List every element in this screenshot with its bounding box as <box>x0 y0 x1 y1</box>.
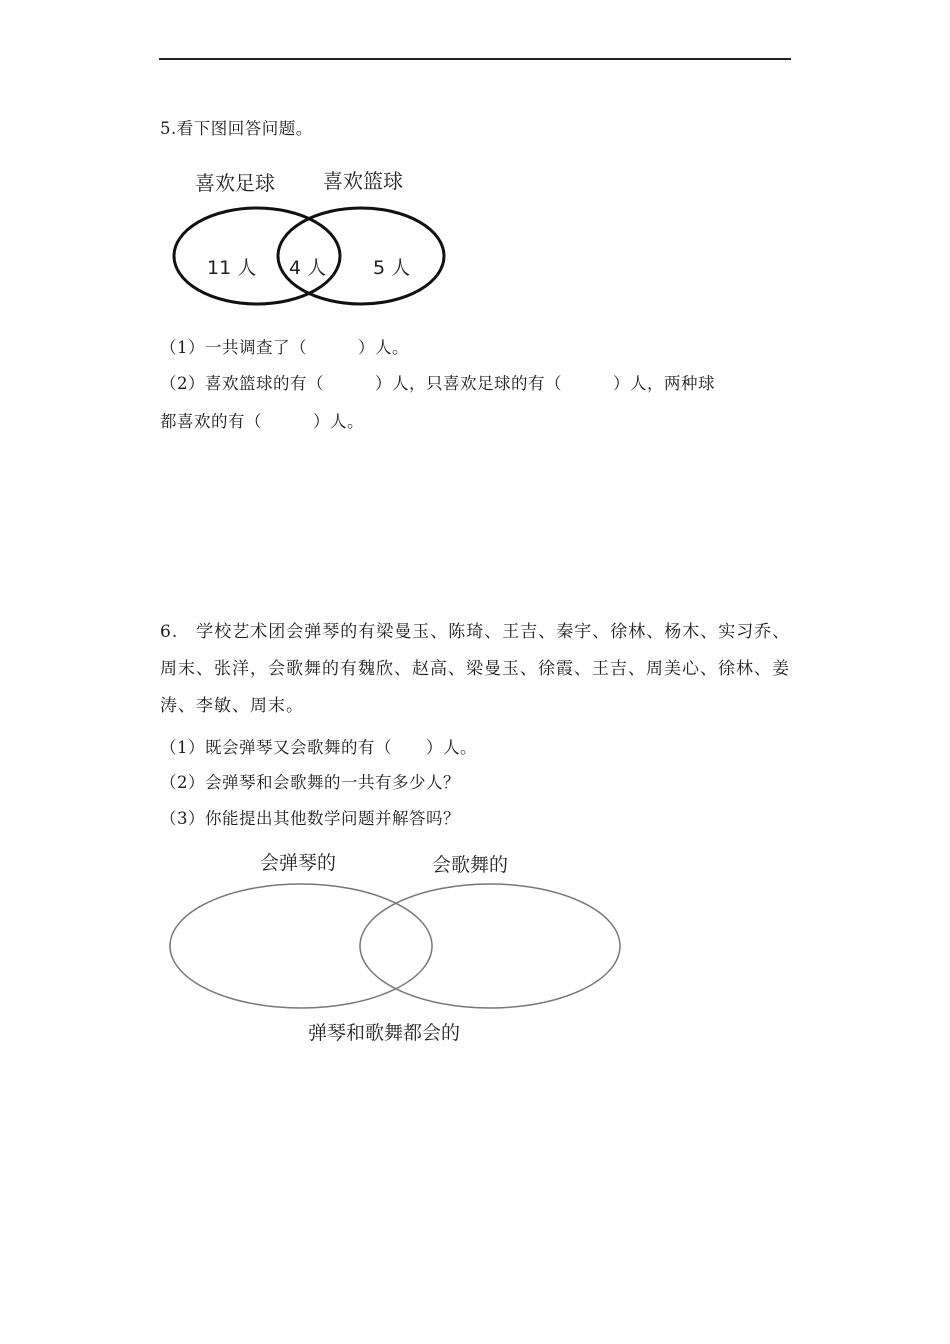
q5-label-football: 喜欢足球 <box>195 171 275 195</box>
q6-sub3: （3）你能提出其他数学问题并解答吗？ <box>160 809 460 828</box>
q5-sub1: （1）一共调查了（ ）人。 <box>160 338 409 357</box>
q5-sub2-line1: （2）喜欢篮球的有（ ）人，只喜欢足球的有（ ）人，两种球 <box>160 374 715 393</box>
q6-label-both: 弹琴和歌舞都会的 <box>308 1022 461 1044</box>
q5-sub2-line2: 都喜欢的有（ ）人。 <box>160 412 364 431</box>
q5-title: 5.看下图回答问题。 <box>160 119 313 138</box>
q6-label-dance: 会歌舞的 <box>432 854 509 876</box>
q6-sub1: （1）既会弹琴又会歌舞的有（ ）人。 <box>160 738 477 757</box>
q5-count-football-only: 11 人 <box>207 257 257 279</box>
header-rule <box>159 58 791 60</box>
q6-label-piano: 会弹琴的 <box>260 852 337 874</box>
q6-venn-diagram <box>160 845 630 1050</box>
q5-count-basketball-only: 5 人 <box>373 257 411 279</box>
q6-circle-dance <box>360 884 620 1008</box>
q5-circle-basketball <box>278 208 444 304</box>
q5-label-basketball: 喜欢篮球 <box>323 169 403 193</box>
q5-circle-football <box>174 208 340 304</box>
q6-sub2: （2）会弹琴和会歌舞的一共有多少人？ <box>160 773 460 792</box>
q6-circle-piano <box>170 884 432 1008</box>
q5-count-both: 4 人 <box>289 257 327 279</box>
q5-venn-diagram <box>165 160 455 310</box>
q6-intro: 6. 学校艺术团会弹琴的有梁曼玉、陈琦、王吉、秦宇、徐林、杨木、实习乔、周末、张洋，会歌舞的有魏欣、赵高、梁曼玉、徐霞、王吉、周美心、徐林、姜涛、李敏、周末。 <box>160 622 791 716</box>
